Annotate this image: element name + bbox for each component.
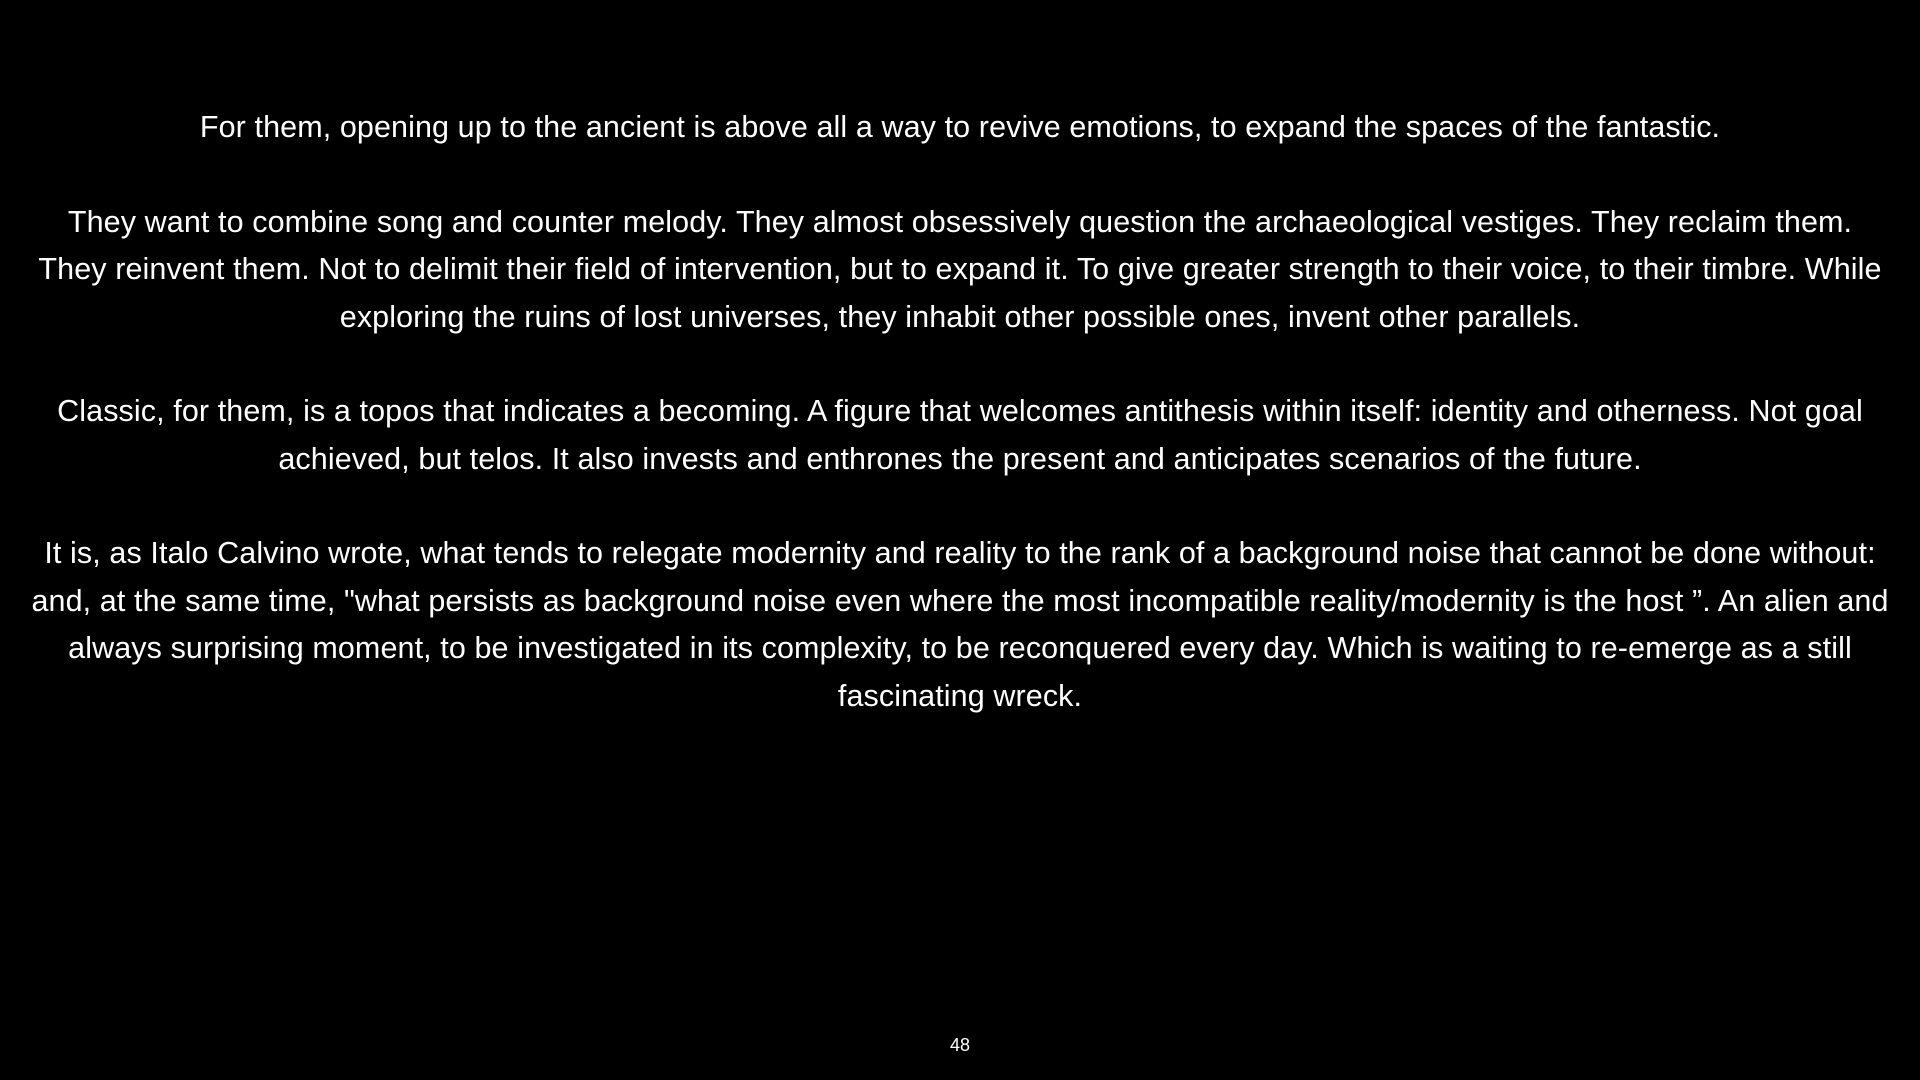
paragraph-spacer <box>30 341 1890 388</box>
paragraph-4: It is, as Italo Calvino wrote, what tends to relegate modernity and reality to the rank of a background noise that cannot be done without: and, at the same time, "what persists as background noise even where the most incompatible reality/modernity is the host ”. An alien and always surprising moment, to be investigated in its complexity, to be reconquered every day. Which is waiting to re-emerge as a still fascinating wreck. <box>31 536 1889 713</box>
paragraph-spacer <box>30 483 1890 530</box>
slide-body <box>30 104 1890 720</box>
paragraph-spacer <box>30 152 1890 199</box>
page-number: 48 <box>949 1035 971 1055</box>
paragraph-3: Classic, for them, is a topos that indicates a becoming. A figure that welcomes antithesis within itself: identity and otherness. Not goal achieved, but telos. It also invests and enthrones the present and anticipates scenarios of the future. <box>57 394 1863 476</box>
paragraph-1: For them, opening up to the ancient is above all a way to revive emotions, to expand the spaces of the fantastic. <box>199 110 1721 144</box>
paragraph-2: They want to combine song and counter melody. They almost obsessively question the archaeological vestiges. They reclaim them. They reinvent them. Not to delimit their field of intervention, but to expand it. To give greater strength to their voice, to their timbre. While exploring the ruins of lost universes, they inhabit other possible ones, invent other parallels. <box>38 204 1882 334</box>
